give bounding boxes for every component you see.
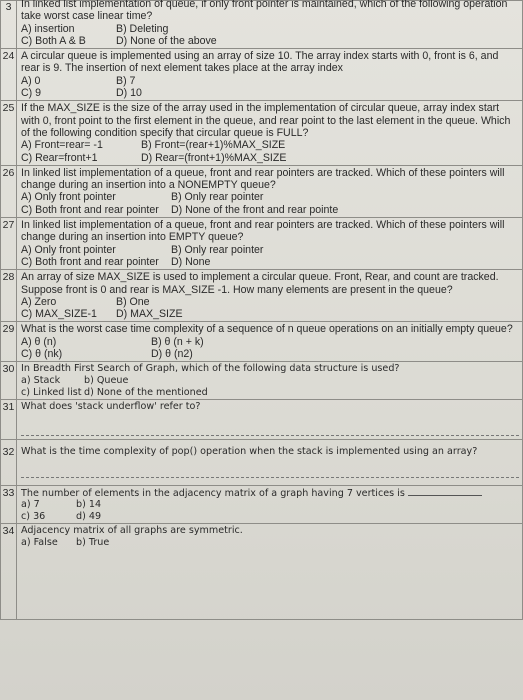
question-row bbox=[1, 524, 523, 620]
question-row bbox=[1, 400, 523, 440]
option-b: B) Deleting bbox=[116, 22, 169, 35]
question-row bbox=[1, 270, 523, 322]
option-row bbox=[21, 499, 519, 511]
question-text: What does 'stack underflow' refer to? bbox=[21, 401, 201, 413]
question-text: What is the worst case time complexity of a sequence of n queue operations on an initially empty queue? bbox=[21, 323, 513, 336]
option-d: D) MAX_SIZE bbox=[116, 308, 183, 321]
question-row bbox=[1, 485, 523, 524]
option-b: b) True bbox=[76, 537, 110, 549]
option-c: C) Both A & B bbox=[21, 34, 86, 47]
option-row bbox=[21, 537, 519, 549]
question-number: 32 bbox=[1, 439, 17, 485]
question-number: 28 bbox=[1, 270, 17, 322]
option-b: B) Only rear pointer bbox=[171, 243, 264, 256]
option-d: d) None of the mentioned bbox=[84, 386, 208, 398]
question-row bbox=[1, 218, 523, 270]
option-a: A) Front=rear= -1 bbox=[21, 139, 103, 152]
question-text: A circular queue is implemented using an array of size 10. The array index starts with 0, front is 6, and rear is 9. The insertion of next element takes place at the array index bbox=[21, 50, 499, 75]
option-row bbox=[21, 296, 519, 308]
question-number: 29 bbox=[1, 322, 17, 362]
question-cell bbox=[17, 218, 523, 270]
question-row bbox=[1, 49, 523, 101]
question-row bbox=[1, 1, 523, 49]
option-c: C) θ (nk) bbox=[21, 348, 63, 361]
option-b: B) 7 bbox=[116, 74, 136, 87]
option-c: c) Linked list bbox=[21, 386, 82, 398]
option-a: a) False bbox=[21, 537, 58, 549]
option-row bbox=[21, 308, 519, 320]
question-text bbox=[21, 487, 519, 500]
option-a: A) Zero bbox=[21, 295, 57, 308]
question-number: 27 bbox=[1, 218, 17, 270]
question-cell bbox=[17, 439, 523, 485]
option-row bbox=[21, 75, 519, 87]
option-row bbox=[21, 152, 519, 164]
question-number: 26 bbox=[1, 165, 17, 217]
question-cell bbox=[17, 400, 523, 440]
option-row bbox=[21, 387, 519, 399]
question-row bbox=[1, 439, 523, 485]
option-a: A) Only front pointer bbox=[21, 243, 116, 256]
option-d: D) None of the above bbox=[116, 34, 217, 47]
question-row bbox=[1, 322, 523, 362]
question-text: In linked list implementation of a queue, front and rear pointers are tracked. Which of these pointers will change during an insertion into EMPTY queue? bbox=[21, 219, 505, 244]
option-row bbox=[21, 204, 519, 216]
option-a: A) θ (n) bbox=[21, 335, 57, 348]
question-text: An array of size MAX_SIZE is used to implement a circular queue. Front, Rear, and count are tracked. Suppose front is 0 and rear is MAX_SIZE -1. How many elements are present in the queue? bbox=[21, 271, 499, 296]
question-number: 31 bbox=[1, 400, 17, 440]
question-text: What is the time complexity of pop() operation when the stack is implemented using an array? bbox=[21, 445, 478, 457]
option-row bbox=[21, 87, 519, 99]
answer-line bbox=[21, 423, 519, 436]
question-row bbox=[1, 165, 523, 217]
option-a: A) insertion bbox=[21, 22, 75, 35]
option-row bbox=[21, 35, 519, 47]
option-row bbox=[21, 511, 519, 523]
option-d: D) θ (n2) bbox=[151, 348, 193, 361]
option-b: B) One bbox=[116, 295, 150, 308]
answer-blank bbox=[408, 487, 482, 496]
question-text: In linked list implementation of queue, if only front pointer is maintained, which of the following operation take worst case linear time? bbox=[21, 0, 508, 23]
option-d: D) None bbox=[171, 255, 211, 268]
question-number: 25 bbox=[1, 101, 17, 165]
option-d: D) None of the front and rear pointe bbox=[171, 203, 339, 216]
question-row bbox=[1, 362, 523, 400]
option-b: b) Queue bbox=[84, 374, 129, 386]
option-d: D) Rear=(front+1)%MAX_SIZE bbox=[141, 151, 287, 164]
option-c: C) 9 bbox=[21, 87, 42, 100]
option-b: B) Front=(rear+1)%MAX_SIZE bbox=[141, 139, 286, 152]
question-text: In Breadth First Search of Graph, which of the following data structure is used? bbox=[21, 363, 400, 375]
option-a: A) Only front pointer bbox=[21, 191, 116, 204]
question-number: 3 bbox=[1, 1, 17, 49]
question-cell bbox=[17, 165, 523, 217]
question-text-content: The number of elements in the adjacency matrix of a graph having 7 vertices is bbox=[21, 487, 405, 499]
question-cell bbox=[17, 485, 523, 524]
option-row bbox=[21, 191, 519, 203]
question-cell bbox=[17, 270, 523, 322]
question-number: 24 bbox=[1, 49, 17, 101]
option-b: b) 14 bbox=[76, 499, 102, 511]
option-c: C) Rear=front+1 bbox=[21, 151, 98, 164]
option-c: C) Both front and rear pointer bbox=[21, 203, 159, 216]
option-row bbox=[21, 375, 519, 387]
question-cell bbox=[17, 322, 523, 362]
question-row bbox=[1, 101, 523, 165]
option-a: A) 0 bbox=[21, 74, 41, 87]
option-row bbox=[21, 348, 519, 360]
question-number: 30 bbox=[1, 362, 17, 400]
answer-line bbox=[21, 465, 519, 478]
question-cell bbox=[17, 101, 523, 165]
question-cell bbox=[17, 362, 523, 400]
question-text: In linked list implementation of a queue, front and rear pointers are tracked. Which of these pointers will change during an insertion into a NONEMPTY queue? bbox=[21, 166, 505, 192]
option-c: C) Both front and rear pointer bbox=[21, 255, 159, 268]
option-a: a) 7 bbox=[21, 499, 40, 511]
question-text: If the MAX_SIZE is the size of the array used in the implementation of circular queue, array index start with 0, front point to the first element in the queue, and rear point to the last element in the queue. Which of the following condition specify that circular queue is FULL? bbox=[21, 102, 511, 139]
option-d: D) 10 bbox=[116, 87, 142, 100]
option-a: a) Stack bbox=[21, 374, 61, 386]
question-cell bbox=[17, 524, 523, 620]
question-number: 34 bbox=[1, 524, 17, 620]
option-d: d) 49 bbox=[76, 510, 102, 522]
option-b: B) θ (n + k) bbox=[151, 335, 204, 348]
question-cell bbox=[17, 49, 523, 101]
option-b: B) Only rear pointer bbox=[171, 191, 264, 204]
question-number: 33 bbox=[1, 485, 17, 524]
option-c: c) 36 bbox=[21, 510, 46, 522]
option-row bbox=[21, 139, 519, 151]
question-cell bbox=[17, 1, 523, 49]
question-text: Adjacency matrix of all graphs are symmetric. bbox=[21, 525, 243, 537]
option-row bbox=[21, 336, 519, 348]
option-c: C) MAX_SIZE-1 bbox=[21, 308, 97, 321]
option-row bbox=[21, 23, 519, 35]
option-row bbox=[21, 244, 519, 256]
option-row bbox=[21, 256, 519, 268]
